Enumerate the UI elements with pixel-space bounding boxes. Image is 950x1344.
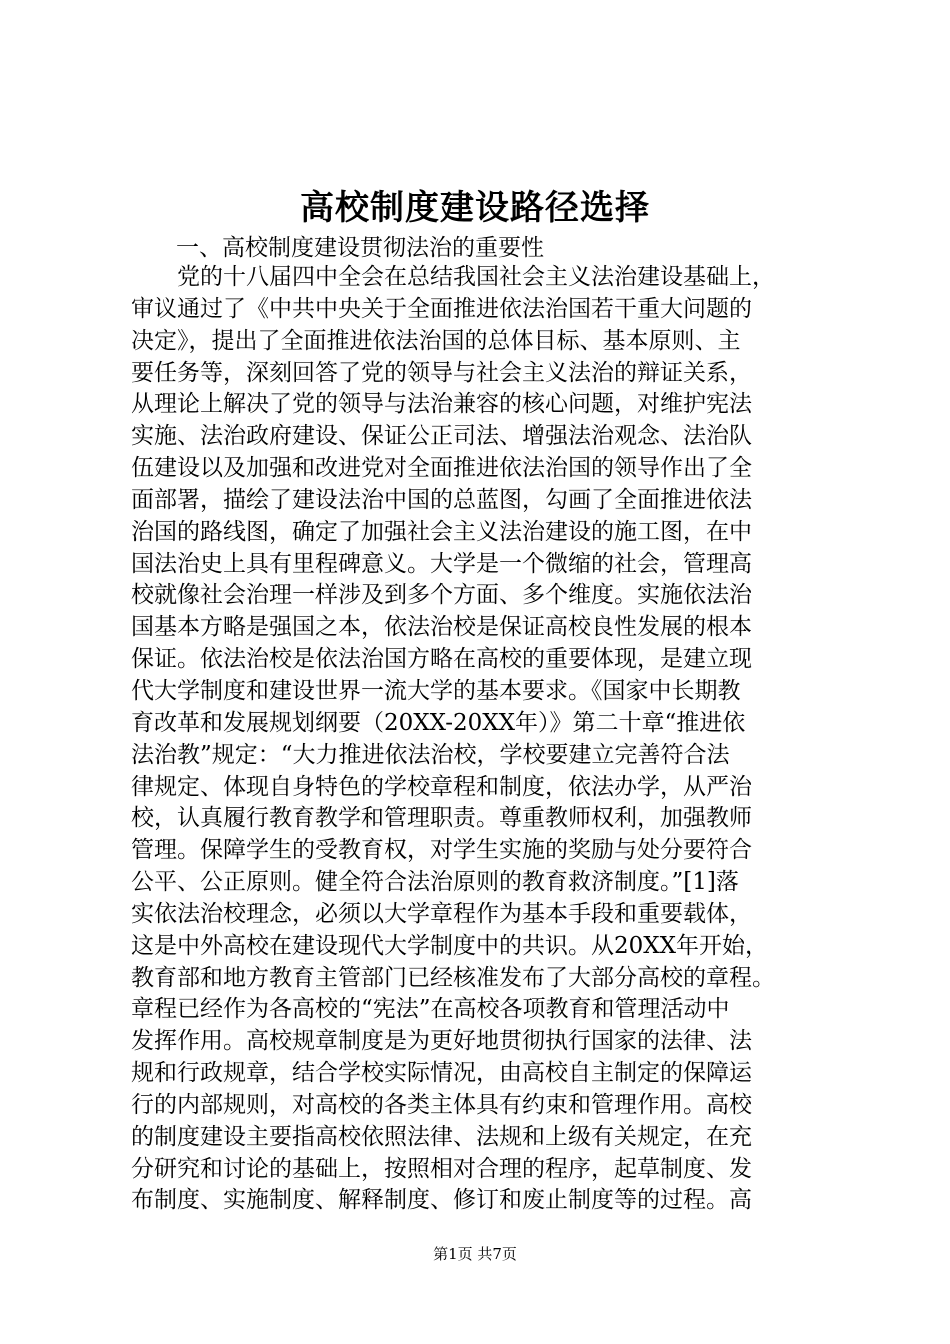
- body-text-line: 治国的路线图，确定了加强社会主义法治建设的施工图，在中: [131, 518, 752, 545]
- body-text-line: 章程已经作为各高校的“宪法”在高校各项教育和管理活动中: [131, 996, 730, 1023]
- body-text-line: 保证。依法治校是依法治国方略在高校的重要体现，是建立现: [131, 646, 752, 673]
- body-text-line: 实依法治校理念，必须以大学章程作为基本手段和重要载体，: [131, 900, 752, 927]
- section-heading: 一、高校制度建设贯彻法治的重要性: [176, 235, 544, 261]
- body-paragraph: [131, 262, 831, 1217]
- body-text-line: 管理。保障学生的受教育权，对学生实施的奖励与处分要符合: [131, 837, 752, 864]
- body-text-line: 这是中外高校在建设现代大学制度中的共识。从20XX年开始，: [131, 932, 769, 959]
- body-text-line: 布制度、实施制度、解释制度、修订和废止制度等的过程。高: [131, 1187, 752, 1214]
- body-text-line: 教育部和地方教育主管部门已经核准发布了大部分高校的章程。: [131, 964, 775, 991]
- page-number-footer: 第1页 共7页: [433, 1245, 517, 1263]
- body-text-line: 伍建设以及加强和改进党对全面推进依法治国的领导作出了全: [131, 455, 752, 482]
- body-text-line: 分研究和讨论的基础上，按照相对合理的程序，起草制度、发: [131, 1155, 752, 1182]
- body-text-line: 校，认真履行教育教学和管理职责。尊重教师权利，加强教师: [131, 805, 752, 832]
- body-text-line: 决定》，提出了全面推进依法治国的总体目标、基本原则、主: [131, 327, 741, 354]
- body-text-line: 党的十八届四中全会在总结我国社会主义法治建设基础上，: [177, 264, 775, 290]
- body-text-line: 国基本方略是强国之本，依法治校是保证高校良性发展的根本: [131, 614, 752, 641]
- document-title: 高校制度建设路径选择: [300, 188, 650, 228]
- body-text-line: 律规定、体现自身特色的学校章程和制度，依法办学，从严治: [131, 773, 752, 800]
- body-text-line: 国法治史上具有里程碑意义。大学是一个微缩的社会，管理高: [131, 550, 752, 577]
- body-text-line: 要任务等，深刻回答了党的领导与社会主义法治的辩证关系，: [131, 359, 752, 386]
- body-text-line: 育改革和发展规划纲要（20XX-20XX年）》第二十章“推进依: [131, 709, 746, 736]
- body-text-line: 发挥作用。高校规章制度是为更好地贯彻执行国家的法律、法: [131, 1028, 752, 1055]
- body-text-line: 实施、法治政府建设、保证公正司法、增强法治观念、法治队: [131, 423, 752, 450]
- body-text-line: 校就像社会治理一样涉及到多个方面、多个维度。实施依法治: [131, 582, 752, 609]
- body-text-line: 从理论上解决了党的领导与法治兼容的核心问题，对维护宪法: [131, 391, 752, 418]
- body-text-line: 公平、公正原则。健全符合法治原则的教育救济制度。”[1]落: [131, 869, 739, 896]
- body-text-line: 审议通过了《中共中央关于全面推进依法治国若干重大问题的: [131, 295, 752, 322]
- body-text-line: 面部署，描绘了建设法治中国的总蓝图，勾画了全面推进依法: [131, 486, 752, 513]
- body-text-line: 的制度建设主要指高校依照法律、法规和上级有关规定，在充: [131, 1123, 752, 1150]
- body-text-line: 代大学制度和建设世界一流大学的基本要求。《国家中长期教: [131, 677, 741, 704]
- body-text-line: 规和行政规章，结合学校实际情况，由高校自主制定的保障运: [131, 1060, 752, 1087]
- body-text-line: 法治教”规定：“大力推进依法治校，学校要建立完善符合法: [131, 741, 730, 768]
- body-text-line: 行的内部规则，对高校的各类主体具有约束和管理作用。高校: [131, 1091, 752, 1118]
